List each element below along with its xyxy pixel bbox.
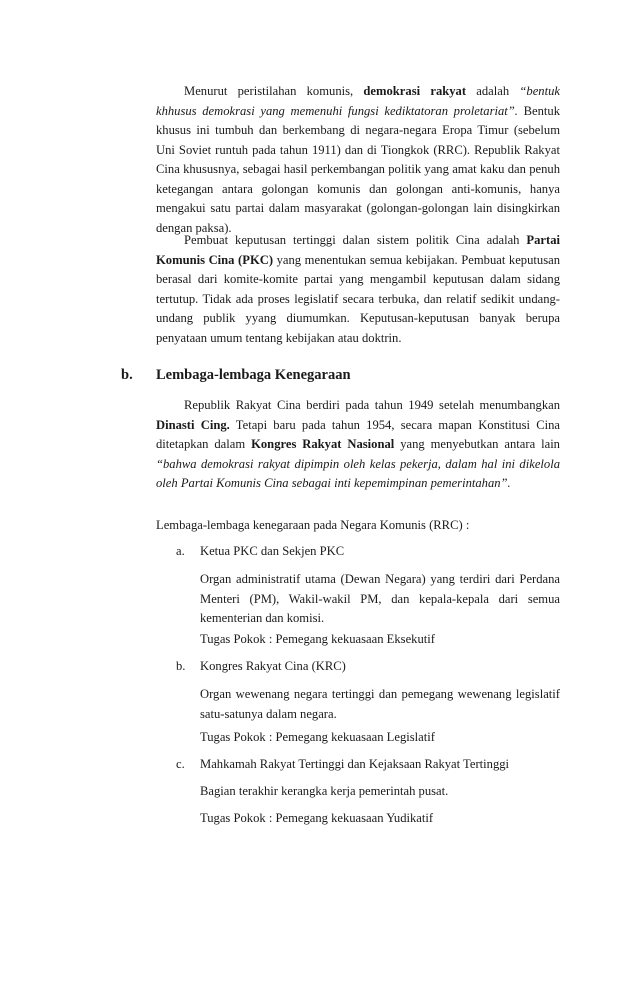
list-item-label: a. — [176, 544, 185, 558]
section-letter: b. — [121, 367, 133, 383]
list-item-description: Organ wewenang negara tertinggi dan pemegang wewenang legislatif satu-satunya dalam negara. — [200, 687, 560, 721]
bold-term: demokrasi rakyat — [363, 84, 467, 98]
text-run: Republik Rakyat Cina berdiri pada tahun 1949 setelah menumbangkan — [184, 398, 560, 412]
paragraph-pembuat-keputusan — [156, 231, 560, 348]
list-item-title: Kongres Rakyat Cina (KRC) — [200, 659, 346, 673]
text-run: Pembuat keputusan tertinggi dalan sistem politik Cina adalah — [184, 233, 527, 247]
list-item-description: Organ administratif utama (Dewan Negara) yang terdiri dari Perdana Menteri (PM), Wakil-wakil PM, dan kepala-kepala dari semua kementerian dan komisi. — [200, 572, 560, 625]
list-intro: Lembaga-lembaga kenegaraan pada Negara Komunis (RRC) : — [156, 518, 470, 532]
bold-term: Dinasti Cing. — [156, 417, 230, 432]
list-item-task: Tugas Pokok : Pemegang kekuasaan Yudikatif — [200, 811, 434, 825]
paragraph-republik-rakyat — [156, 396, 560, 494]
list-item-description: Bagian terakhir kerangka kerja pemerintah pusat. — [200, 784, 449, 798]
text-run: Tetapi baru pada tahun 1954, secara mapan Konstitusi Cina ditetapkan dalam — [156, 417, 561, 451]
text-run: yang menentukan semua kebijakan. Pembuat keputusan berasal dari komite-komite partai yang mengambil keputusan dalam sidang tertutup. Tidak ada proses legislatif secara terbuka, dan relatif sedikit undang-undang publik yyang diumumkan. Keputusan-keputusan banyak berupa penyataan umum tentang kebijakan atau doktrin. — [156, 252, 560, 345]
italic-quote: “bahwa demokrasi rakyat dipimpin oleh kelas pekerja, dalam hal ini dikelola oleh Partai Komunis Cina sebagai inti kepemimpinan pemerintahan”. — [156, 456, 560, 490]
list-item-title: Ketua PKC dan Sekjen PKC — [200, 544, 345, 558]
list-item-task: Tugas Pokok : Pemegang kekuasaan Legislatif — [200, 730, 435, 744]
text-run: Menurut peristilahan komunis, — [184, 84, 364, 98]
paragraph-demokrasi-rakyat — [156, 82, 560, 238]
bold-term: Partai Komunis Cina (PKC) — [156, 233, 560, 267]
bold-term: Kongres Rakyat Nasional — [251, 437, 395, 451]
italic-quote: “bentuk khhusus demokrasi yang memenuhi fungsi kediktatoran proletariat”. — [156, 84, 560, 118]
text-run: adalah — [466, 84, 520, 98]
text-run: yang menyebutkan antara lain — [394, 437, 560, 451]
list-item-title: Mahkamah Rakyat Tertinggi dan Kejaksaan Rakyat Tertinggi — [200, 757, 510, 771]
text-run: Bentuk khusus ini tumbuh dan berkembang di negara-negara Eropa Timur (sebelum Uni Soviet runtuh pada tahun 1911) dan di Tiongkok (RRC). Republik Rakyat Cina khususnya, sebagai hasil perkembangan politik yang amat kaku dan penuh ketegangan antara golongan komunis dan golongan anti-komunis, hanya mengakui satu partai dalam masyarakat (golongan-golongan lain disingkirkan dengan paksa). — [156, 103, 560, 235]
list-item-task: Tugas Pokok : Pemegang kekuasaan Eksekutif — [200, 632, 435, 646]
section-heading: Lembaga-lembaga Kenegaraan — [156, 367, 351, 383]
list-item-label: c. — [176, 757, 185, 771]
list-item-label: b. — [176, 659, 186, 673]
